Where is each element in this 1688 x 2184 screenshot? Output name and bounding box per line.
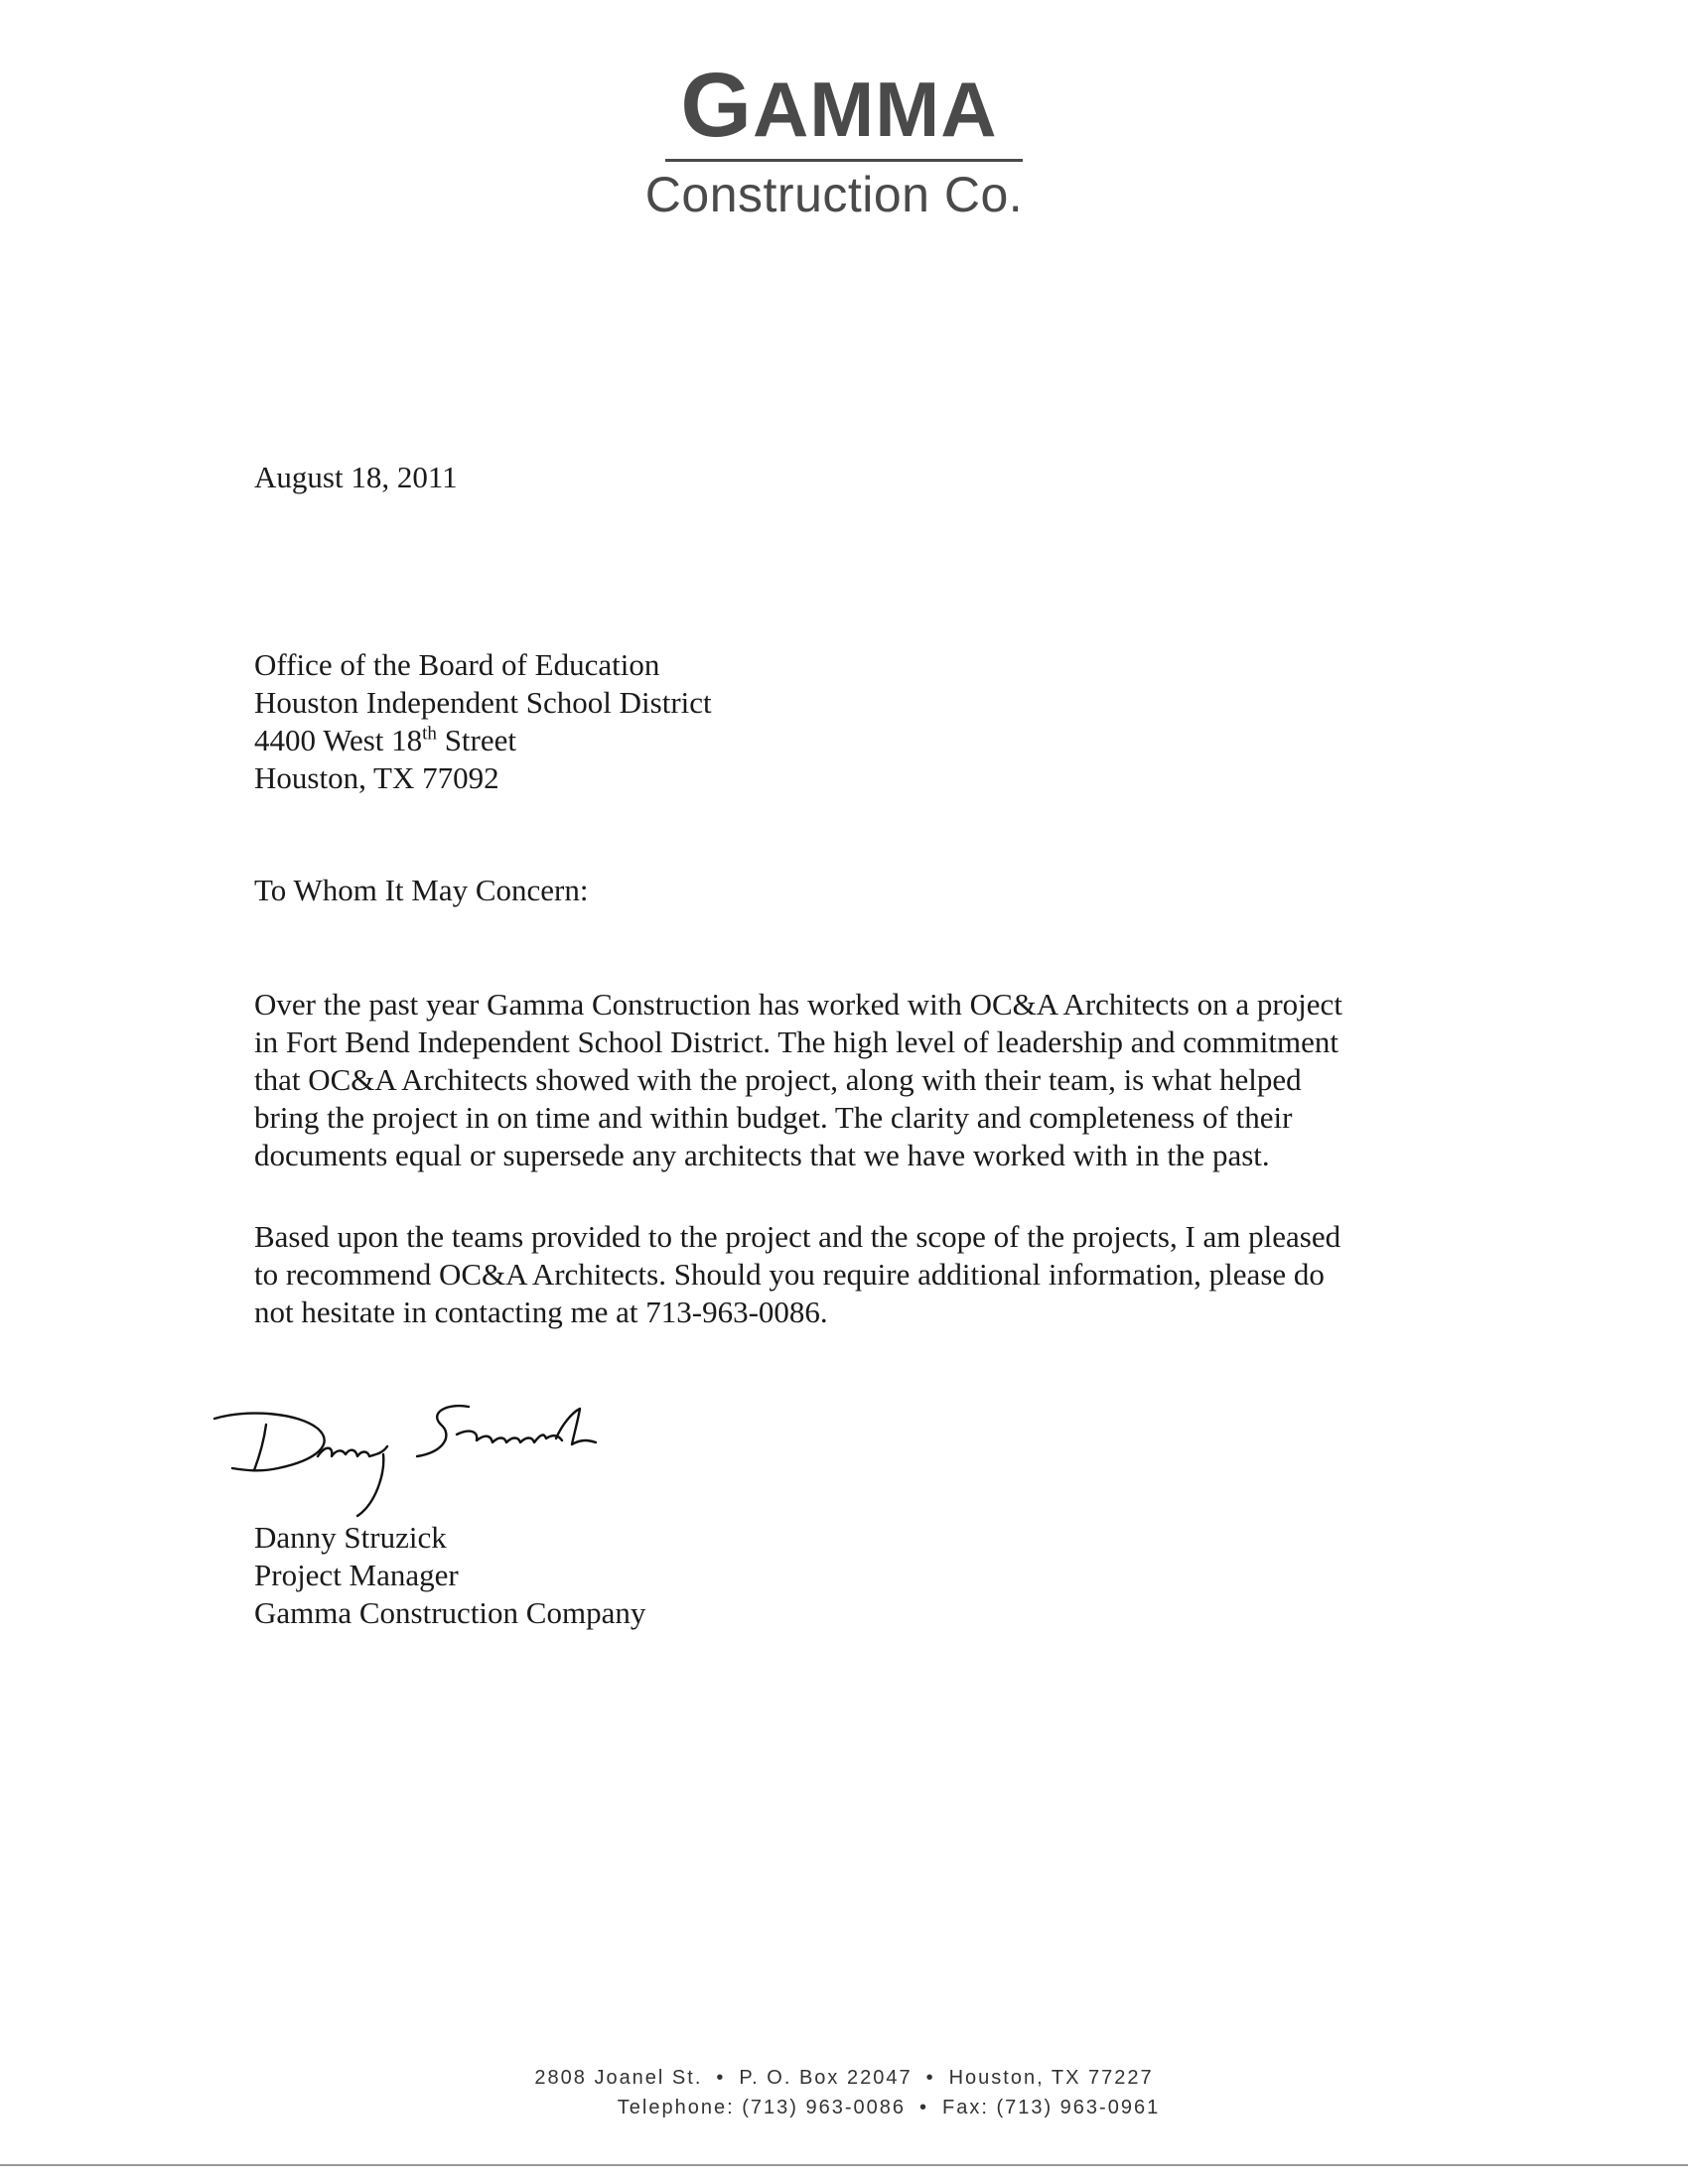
letter-date: August 18, 2011 — [254, 460, 458, 494]
footer-separator: • — [918, 2097, 928, 2118]
salutation: To Whom It May Concern: — [254, 873, 589, 907]
footer-po-box: P. O. Box 22047 — [739, 2067, 913, 2089]
paragraph-line: that OC&A Architects showed with the project, along with their team, is what helped — [254, 1062, 1302, 1097]
recipient-line-2: Houston Independent School District — [254, 685, 712, 720]
recipient-address — [254, 646, 1466, 797]
paragraph-line: documents equal or supersede any architects that we have worked with in the past. — [254, 1138, 1270, 1172]
paragraph-line: to recommend OC&A Architects. Should you require additional information, please do — [254, 1257, 1325, 1292]
recipient-street — [254, 722, 1466, 759]
paragraph-line: not hesitate in contacting me at 713-963-0086. — [254, 1295, 828, 1329]
logo-first-letter: G — [680, 55, 753, 156]
paragraph-line: Based upon the teams provided to the project and the scope of the projects, I am pleased — [254, 1219, 1341, 1254]
street-ordinal: th — [422, 723, 437, 745]
footer-street: 2808 Joanel St. — [534, 2067, 703, 2089]
letterhead-footer — [0, 2063, 1688, 2122]
signer-title: Project Manager — [254, 1558, 459, 1592]
body-paragraph-2 — [254, 1218, 1466, 1331]
street-prefix: 4400 West 18 — [254, 723, 423, 757]
bottom-edge-rule — [0, 2164, 1688, 2166]
footer-contact-row — [89, 2093, 1688, 2122]
footer-city: Houston, TX 77227 — [948, 2067, 1154, 2089]
paragraph-line: in Fort Bend Independent School District. The high level of leadership and commitment — [254, 1024, 1338, 1059]
footer-telephone: Telephone: (713) 963-0086 — [617, 2097, 906, 2118]
street-suffix: Street — [436, 723, 516, 757]
signer-block — [254, 1519, 1466, 1632]
paragraph-line: bring the project in on time and within budget. The clarity and completeness of their — [254, 1100, 1293, 1135]
paragraph-line: Over the past year Gamma Construction has worked with OC&A Architects on a project — [254, 987, 1342, 1022]
recipient-line-4: Houston, TX 77092 — [254, 760, 499, 795]
letterhead — [635, 55, 1033, 222]
signer-company: Gamma Construction Company — [254, 1595, 646, 1630]
logo-subtitle: Construction Co. — [644, 167, 1024, 222]
footer-separator: • — [716, 2067, 726, 2089]
logo-rest: AMMA — [752, 66, 998, 153]
signature-text: Danny Struzick — [209, 1395, 215, 1396]
logo-divider — [665, 159, 1023, 162]
body-paragraph-1 — [254, 986, 1466, 1174]
footer-address-row — [0, 2063, 1688, 2093]
footer-separator: • — [925, 2067, 935, 2089]
recipient-line-1: Office of the Board of Education — [254, 647, 660, 682]
footer-fax: Fax: (713) 963-0961 — [941, 2097, 1161, 2118]
company-logo — [645, 55, 1033, 156]
signer-name: Danny Struzick — [254, 1520, 447, 1555]
